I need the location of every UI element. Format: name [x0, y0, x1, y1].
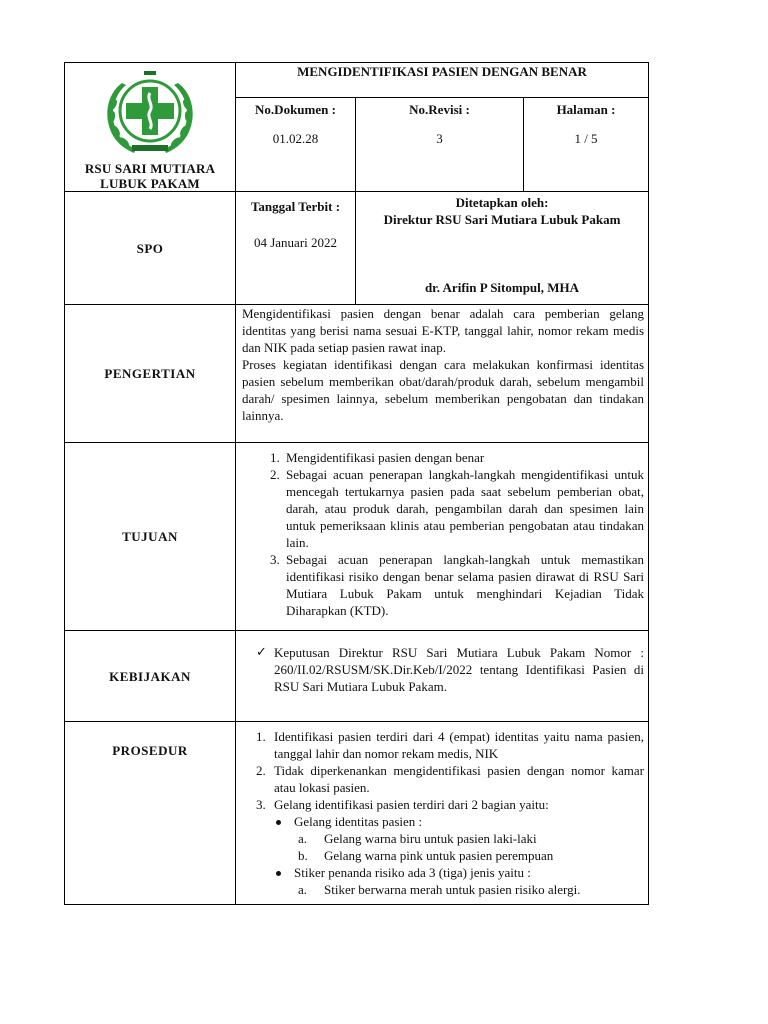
kebijakan-item	[242, 644, 644, 695]
tujuan-list	[242, 449, 644, 619]
issue-date-cell	[236, 192, 356, 305]
tujuan-content	[236, 443, 649, 631]
pengertian-paragraph-1: Mengidentifikasi pasien dengan benar adalah cara pemberian gelang identitas yang berisi nama sesuai E-KTP, tanggal lahir, nomor rekam medis dan NIK pada setiap pasien rawat inap.	[242, 306, 645, 355]
document-title-cell	[236, 63, 649, 98]
list-item: a. Gelang warna biru untuk pasien laki-laki	[298, 831, 537, 846]
list-item: 1. Mengidentifikasi pasien dengan benar	[270, 450, 485, 465]
list-item: Gelang identitas pasien :	[242, 813, 644, 830]
hospital-logo	[100, 65, 200, 159]
logo-cell	[65, 63, 236, 192]
prosedur-list	[242, 728, 644, 813]
spo-label-cell	[65, 192, 236, 305]
prosedur-label-cell	[65, 722, 236, 905]
prosedur-content	[236, 722, 649, 905]
pengertian-content	[236, 305, 649, 443]
hospital-name	[65, 161, 235, 191]
pengertian-label-cell	[65, 305, 236, 443]
page-cell	[524, 97, 649, 191]
prosedur-sublist-2	[242, 881, 644, 898]
approved-by-title: Direktur RSU Sari Mutiara Lubuk Pakam	[383, 212, 621, 227]
approved-by-name: dr. Arifin P Sitompul, MHA	[424, 280, 580, 295]
issue-date-label: Tanggal Terbit :	[250, 199, 341, 214]
approved-by-label: Ditetapkan oleh:	[455, 195, 549, 210]
revision-cell	[356, 97, 524, 191]
check-mark-icon: ✓	[256, 645, 267, 660]
revision-label: No.Revisi :	[409, 101, 470, 117]
tujuan-label-cell	[65, 443, 236, 631]
list-item: 3. Gelang identifikasi pasien terdiri dari 2 bagian yaitu:	[256, 797, 549, 812]
doc-number-cell	[236, 97, 356, 191]
bullet-dot-icon	[276, 820, 281, 825]
hospital-name-line1: RSU SARI MUTIARA	[84, 161, 216, 176]
pengertian-label: PENGERTIAN	[104, 366, 196, 381]
hospital-cross-wreath-logo-icon	[100, 65, 200, 159]
approval-cell	[356, 192, 649, 305]
revision-value: 3	[436, 130, 443, 146]
prosedur-bullets-2	[242, 864, 644, 881]
list-item: 3. Sebagai acuan penerapan langkah-langkah untuk memastikan identifikasi risiko dengan benar selama pasien dirawat di RSU Sari Mutiara Lubuk Pakam untuk menghindari Kejadian Tidak Diharapkan (KTD).	[270, 552, 645, 618]
kebijakan-label-cell	[65, 631, 236, 722]
page-value: 1 / 5	[574, 130, 598, 146]
prosedur-sublist-1	[242, 830, 644, 864]
hospital-name-line2: LUBUK PAKAM	[100, 176, 200, 191]
kebijakan-label: KEBIJAKAN	[109, 668, 191, 684]
page-label: Halaman :	[556, 101, 616, 117]
bullet-dot-icon	[276, 871, 281, 876]
list-item: a. Stiker berwarna merah untuk pasien risiko alergi.	[298, 882, 581, 897]
list-item: 2. Sebagai acuan penerapan langkah-langkah mengidentifikasi untuk mencegah tertukarnya pasien pada saat sebelum pemberian obat, darah, atau produk darah, pengambilan darah dan spesimen lain untuk pemeriksaan klinis atau pemberian pengobatan atau tindakan lain.	[270, 467, 645, 550]
prosedur-bullets	[242, 813, 644, 830]
spo-label: SPO	[136, 240, 164, 256]
pengertian-paragraph-2: Proses kegiatan identifikasi dengan cara melakukan konfirmasi identitas pasien sebelum memberikan obat/darah/produk darah, sebelum mengambil darah/ spesimen lainnya, sebelum memberikan pengobatan dan tindakan lainnya.	[242, 357, 645, 423]
list-item: 1. Identifikasi pasien terdiri dari 4 (empat) identitas yaitu nama pasien, tanggal lahir dan nomor rekam medis, NIK	[256, 729, 645, 761]
doc-number-value: 01.02.28	[272, 130, 319, 146]
doc-number-label: No.Dokumen :	[255, 101, 336, 117]
prosedur-label: PROSEDUR	[112, 743, 188, 758]
tujuan-label: TUJUAN	[122, 529, 178, 544]
document-title: MENGIDENTIFIKASI PASIEN DENGAN BENAR	[297, 64, 587, 79]
kebijakan-text: Keputusan Direktur RSU Sari Mutiara Lubuk Pakam Nomor : 260/II.02/RSUSM/SK.Dir.Keb/I/2022 tentang Identifikasi Pasien di RSU Sari Mutiara Lubuk Pakam.	[274, 645, 645, 694]
kebijakan-content	[236, 631, 649, 722]
spo-table	[64, 62, 649, 905]
list-item: b. Gelang warna pink untuk pasien perempuan	[298, 848, 554, 863]
list-item: Stiker penanda risiko ada 3 (tiga) jenis yaitu :	[242, 864, 644, 881]
list-item: 2. Tidak diperkenankan mengidentifikasi pasien dengan nomor kamar atau lokasi pasien.	[256, 763, 645, 795]
issue-date-value: 04 Januari 2022	[253, 235, 338, 250]
